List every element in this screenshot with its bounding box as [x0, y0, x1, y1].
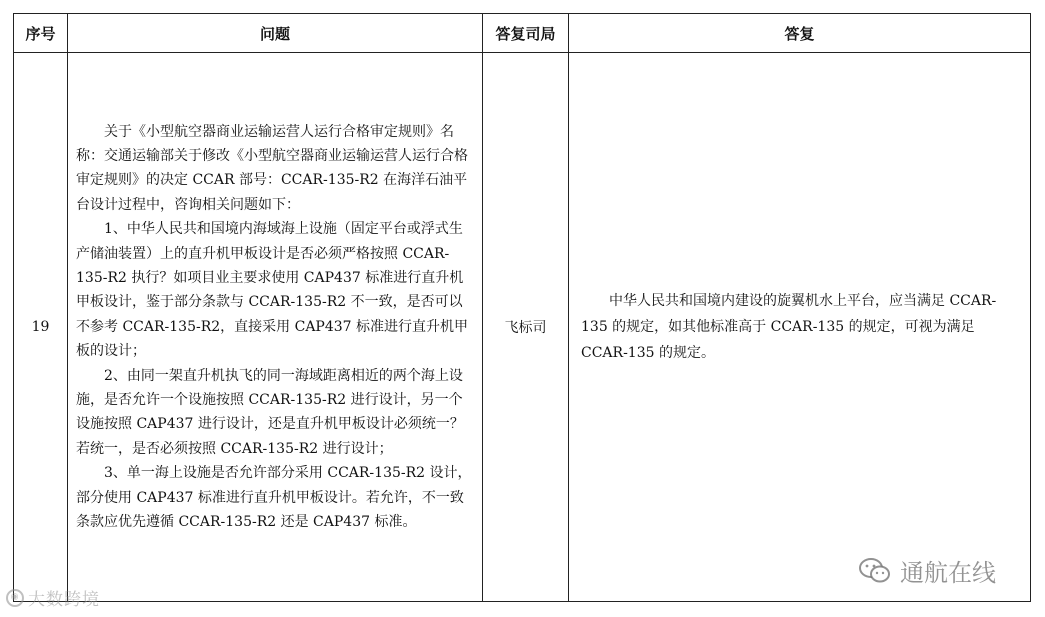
question-item-2: 2、由同一架直升机执飞的同一海域距离相近的两个海上设施，是否允许一个设施按照 CCAR-135-R2 进行设计，另一个设施按照 CAP437 进行设计，还是直升机甲板设计必须统一？若统一，是否必须按照 CCAR-135-R2 进行设计； [76, 367, 464, 457]
row-answer [569, 53, 1031, 602]
watermark-left-text: 大数跨境 [28, 590, 100, 610]
row-index: 19 [14, 53, 68, 602]
watermark-right [858, 553, 996, 588]
header-department: 答复司局 [483, 14, 569, 53]
question-item-1: 1、中华人民共和国境内海域海上设施（固定平台或浮式生产储油装置）上的直升机甲板设计是否必须严格按照 CCAR-135-R2 执行？如项目业主要求使用 CAP437 标准进行直升机甲板设计，鉴于部分条款与 CCAR-135-R2 不一致，是否可以不参考 CCAR-135-R2，直接采用 CAP437 标准进行直升机甲板的设计； [76, 221, 469, 360]
header-answer: 答复 [569, 14, 1031, 53]
watermark-left [6, 585, 100, 610]
table-header-row [14, 14, 1031, 53]
qa-table [13, 13, 1031, 602]
header-index: 序号 [14, 14, 68, 53]
question-intro: 关于《小型航空器商业运输运营人运行合格审定规则》名称：交通运输部关于修改《小型航空器商业运输运营人运行合格审定规则》的决定 CCAR 部号：CCAR-135-R2 在海洋石油平台设计过程中，咨询相关问题如下： [76, 123, 468, 213]
row-question [68, 53, 483, 602]
camera-logo-icon: ◉ [6, 589, 24, 607]
question-item-3: 3、单一海上设施是否允许部分采用 CCAR-135-R2 设计，部分使用 CAP437 标准进行直升机甲板设计。若允许，不一致条款应优先遵循 CCAR-135-R2 还是 CAP437 标准。 [76, 465, 472, 531]
row-department: 飞标司 [483, 53, 569, 602]
answer-text: 中华人民共和国境内建设的旋翼机水上平台，应当满足 CCAR-135 的规定，如其他标准高于 CCAR-135 的规定，可视为满足 CCAR-135 的规定。 [581, 293, 997, 361]
header-question: 问题 [68, 14, 483, 53]
wechat-logo-icon [858, 557, 892, 585]
table-row [14, 53, 1031, 602]
watermark-right-text: 通航在线 [900, 559, 996, 587]
